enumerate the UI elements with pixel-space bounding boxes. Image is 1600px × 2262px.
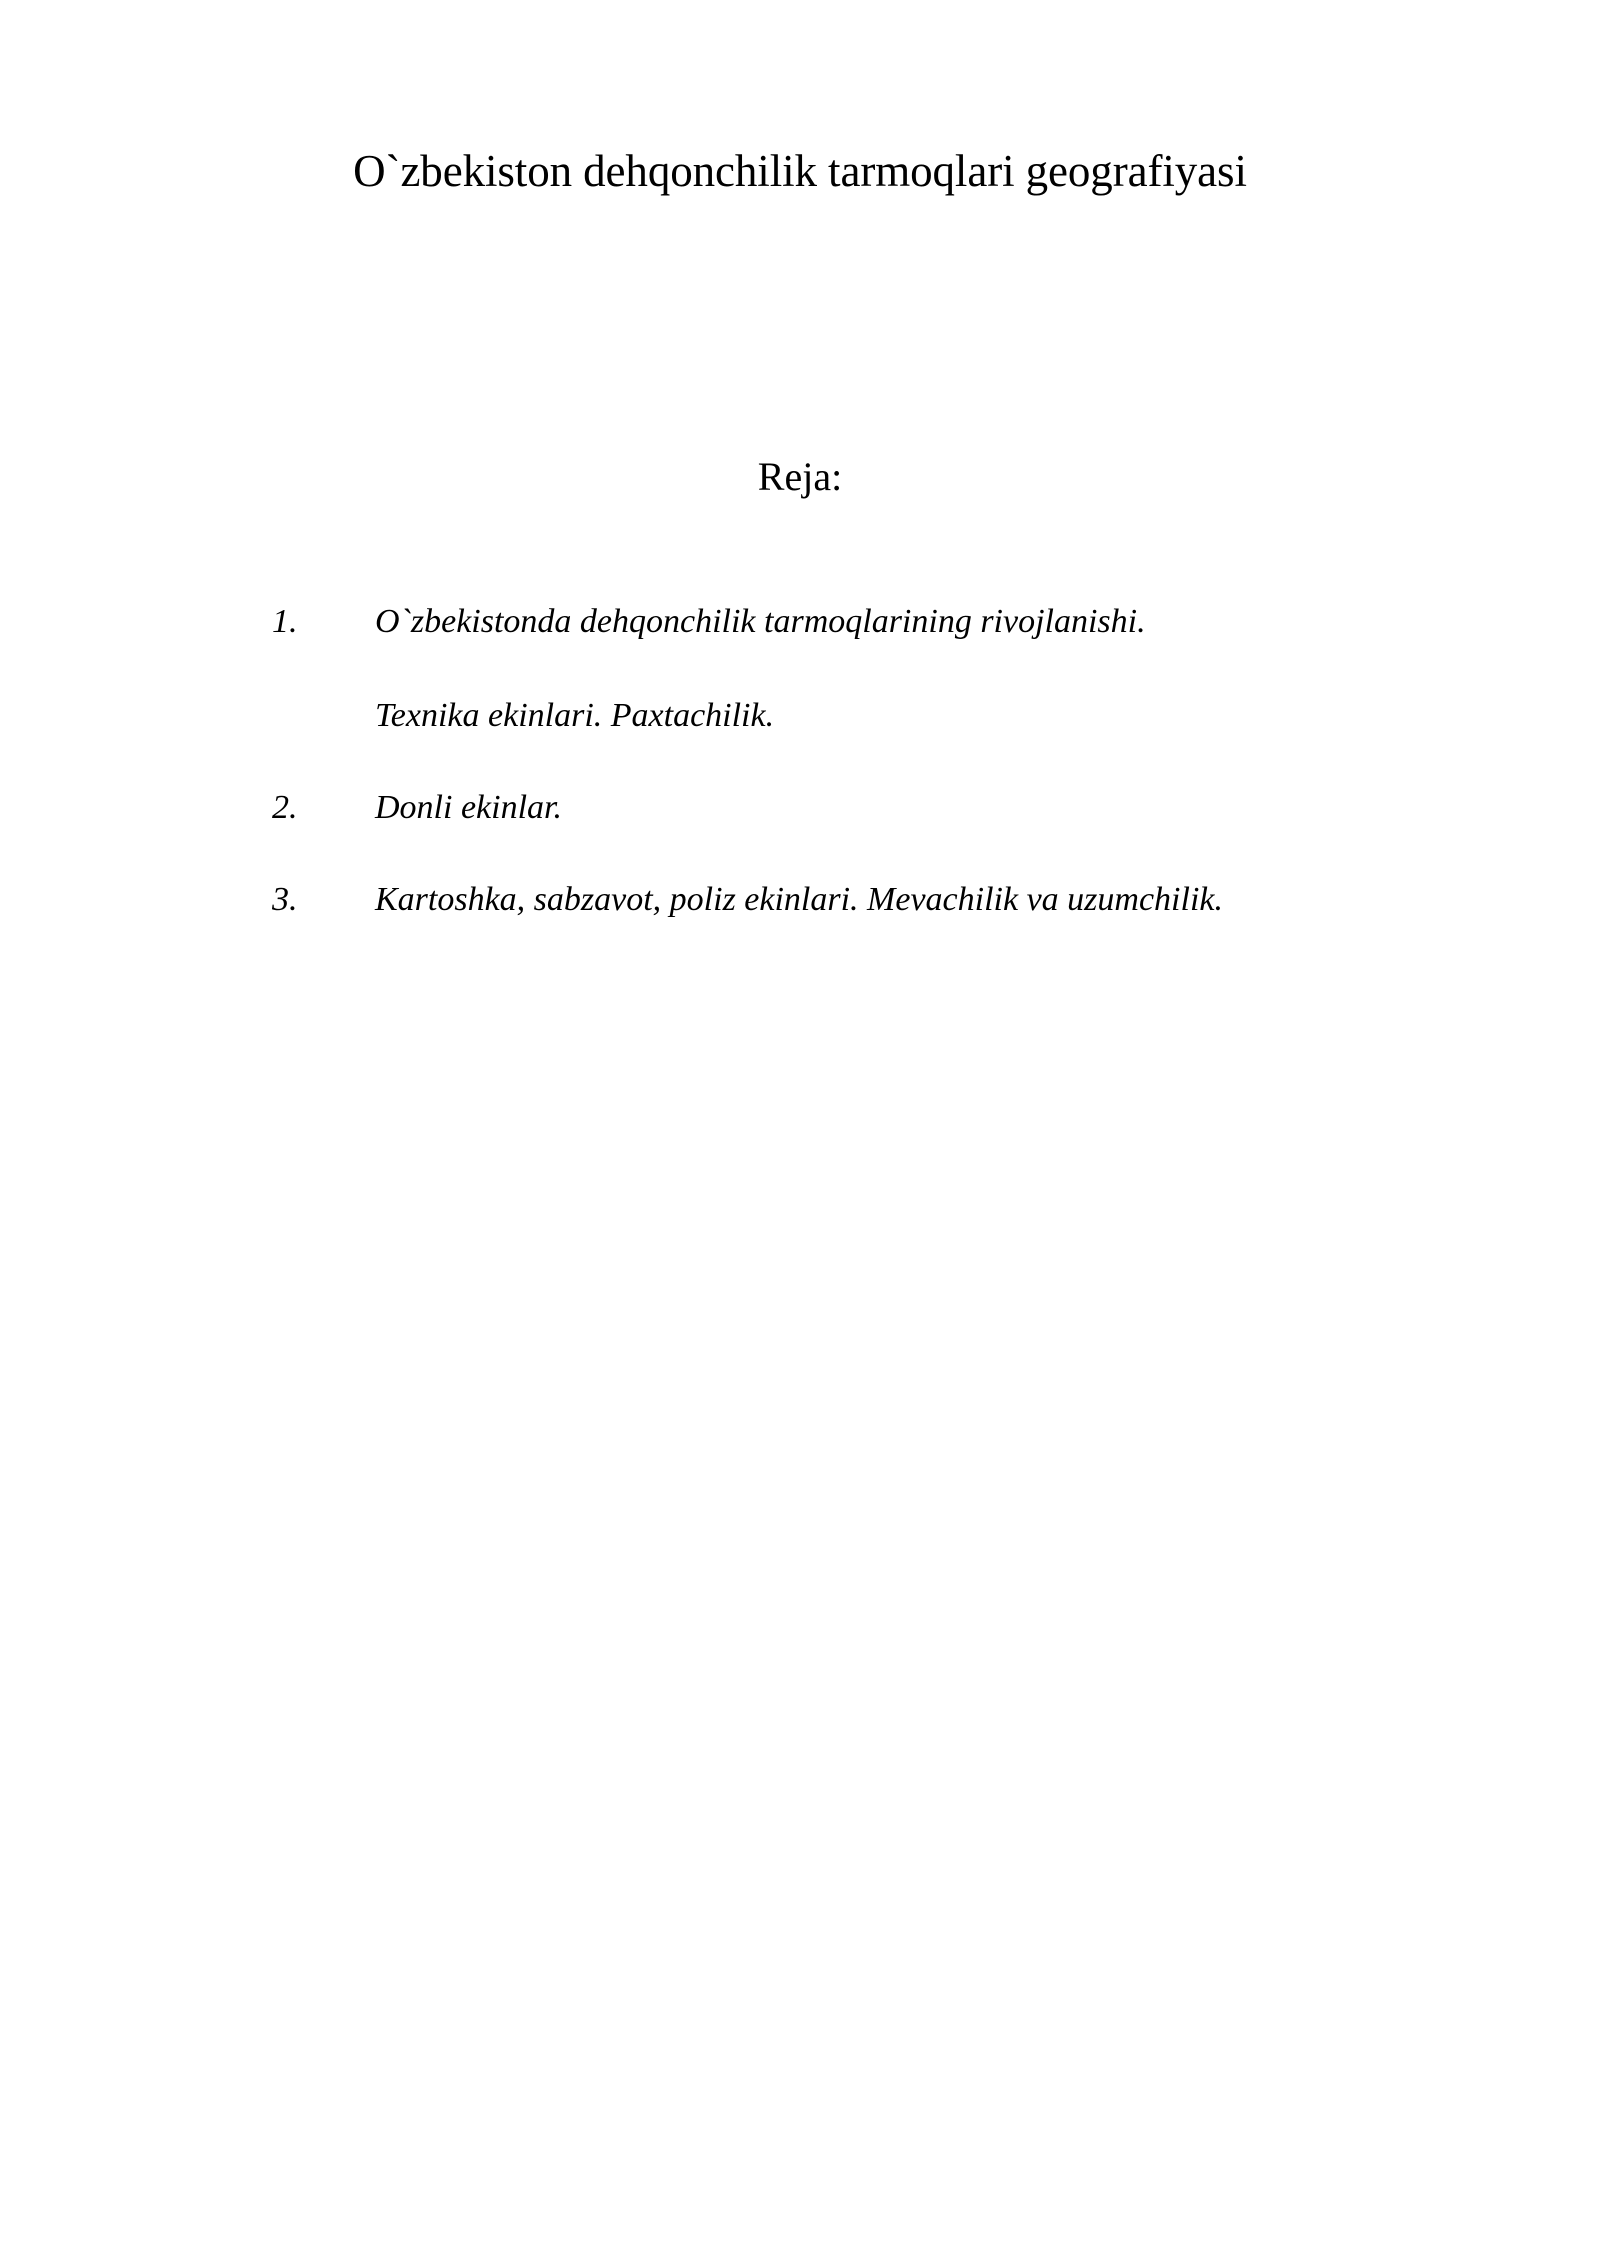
list-item-text-block xyxy=(375,784,1600,832)
list-item-number: 1. xyxy=(272,603,298,640)
plan-list xyxy=(0,598,1600,924)
list-item xyxy=(0,598,1600,740)
list-item-line-continued: Texnika ekinlari. Paxtachilik. xyxy=(375,697,775,734)
list-item-line: Kartoshka, sabzavot, poliz ekinlari. Mevachilik va uzumchilik. xyxy=(375,881,1223,918)
plan-heading: Reja: xyxy=(757,454,843,499)
list-item-text-block xyxy=(375,876,1600,924)
list-item-number: 3. xyxy=(272,881,298,918)
list-item xyxy=(0,784,1600,832)
list-item-number: 2. xyxy=(272,789,298,826)
list-item-line: Donli ekinlar. xyxy=(375,789,562,826)
list-item-text-block xyxy=(375,598,1600,740)
list-item xyxy=(0,876,1600,924)
page-title: O`zbekiston dehqonchilik tarmoqlari geografiyasi xyxy=(353,146,1247,196)
list-item-line: O`zbekistonda dehqonchilik tarmoqlarining rivojlanishi. xyxy=(375,603,1146,640)
